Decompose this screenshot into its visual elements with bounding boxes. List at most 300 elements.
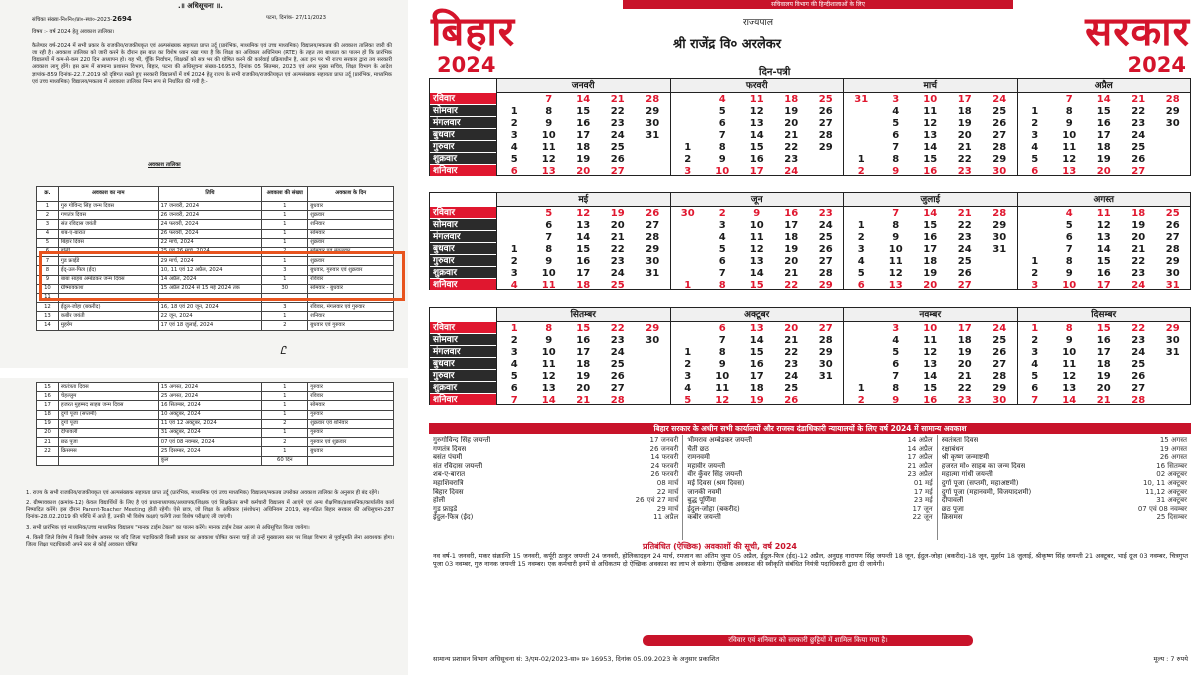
date-cell: 6 — [510, 382, 518, 394]
holiday-date: 10, 11 अक्टूबर — [1142, 478, 1187, 487]
date-row — [844, 370, 1017, 382]
table-cell: 4 — [37, 229, 59, 238]
date-cell: 15 — [749, 279, 764, 291]
date-row — [497, 255, 670, 267]
subject-line: विषय :- वर्ष 2024 हेतु अवकाश तालिका। — [32, 29, 115, 35]
date-cell: 27 — [818, 322, 833, 334]
date-cell: 15 — [1096, 255, 1111, 267]
date-cell: 10 — [541, 129, 556, 141]
table-cell — [37, 456, 59, 465]
holiday-date: 22 जून — [912, 513, 933, 522]
title-sarkar: सरकार — [1085, 8, 1190, 55]
weekday-label: शनिवार — [430, 394, 496, 406]
date-row — [671, 93, 844, 105]
table-cell: गुरुवार एवं शुक्रवार — [308, 438, 394, 447]
date-row — [844, 358, 1017, 370]
holiday-date: 22 मार्च — [656, 487, 679, 496]
holiday-name: कबीर जयन्ती — [687, 513, 721, 522]
date-cell: 12 — [923, 346, 938, 358]
weekday-label: गुरुवार — [430, 370, 496, 382]
weekday-column — [430, 193, 496, 289]
date-cell: 12 — [541, 153, 556, 165]
date-cell: 26 — [645, 207, 660, 219]
date-cell: 29 — [992, 153, 1007, 165]
date-cell: 16 — [749, 358, 764, 370]
date-cell: 23 — [1131, 117, 1146, 129]
date-cell: 28 — [1165, 93, 1180, 105]
holiday-row — [942, 488, 1187, 497]
date-cell: 14 — [923, 370, 938, 382]
date-cell: 8 — [545, 322, 553, 334]
table-cell: 15 अगस्त, 2024 — [158, 383, 262, 392]
date-cell: 19 — [784, 105, 799, 117]
table-cell: 31 अक्टूबर, 2024 — [158, 428, 262, 437]
date-row — [844, 207, 1017, 219]
date-row — [671, 279, 844, 291]
date-cell: 16 — [923, 231, 938, 243]
price: मूल्य : 7 रुपये — [1153, 655, 1188, 663]
holiday-column — [683, 435, 937, 540]
date-cell: 14 — [923, 141, 938, 153]
date-cell: 5 — [718, 105, 726, 117]
table-row — [37, 410, 394, 419]
table-cell: 16, 18 एवं 20 जून, 2024 — [158, 303, 262, 312]
holiday-date: 11,12 अक्टूबर — [1145, 487, 1187, 496]
date-cell: 3 — [892, 93, 900, 105]
date-cell: 9 — [1065, 267, 1073, 279]
date-cell: 20 — [784, 117, 799, 129]
date-cell: 6 — [545, 219, 553, 231]
governor-label: राज्यपाल — [743, 18, 773, 28]
date-cell: 22 — [610, 105, 625, 117]
date-cell: 2 — [857, 165, 865, 177]
holiday-row — [942, 470, 1187, 479]
holiday-column — [429, 435, 683, 540]
year-right: 2024 — [1127, 53, 1186, 77]
table-cell: मुहर्रम — [58, 321, 158, 330]
date-grid — [844, 322, 1017, 404]
table-cell — [58, 456, 158, 465]
holiday-date: 08 मार्च — [656, 478, 679, 487]
table-row — [37, 447, 394, 456]
month-name: जून — [671, 193, 844, 207]
date-cell: 10 — [923, 322, 938, 334]
document-notes — [26, 490, 394, 552]
date-cell: 12 — [888, 267, 903, 279]
month-name: अप्रैल — [1018, 79, 1191, 93]
table-row — [37, 401, 394, 410]
holiday-date: 15 अगस्त — [1159, 436, 1187, 444]
date-cell: 7 — [1065, 93, 1073, 105]
date-cell: 4 — [684, 382, 692, 394]
date-cell: 30 — [992, 394, 1007, 406]
date-cell: 28 — [645, 231, 660, 243]
months-row — [496, 193, 1190, 289]
date-cell: 1 — [684, 346, 692, 358]
date-cell: 23 — [957, 231, 972, 243]
date-cell: 7 — [718, 334, 726, 346]
month-block — [496, 308, 670, 404]
date-row — [1018, 207, 1191, 219]
date-row — [497, 243, 670, 255]
date-cell: 30 — [992, 231, 1007, 243]
date-cell: 6 — [1031, 165, 1039, 177]
table-cell: 1 — [262, 220, 308, 229]
date-cell: 13 — [749, 117, 764, 129]
date-cell: 3 — [510, 267, 518, 279]
note-item: 3. सभी प्रारंभिक एवं माध्यमिक/उच्च माध्यमिक विद्यालय "मानक टाईम टेबल" का पालन करेंगे। मानक टाईम टेबल अलग से अधिसूचित किया जायेगा। — [26, 524, 310, 531]
date-cell: 29 — [818, 346, 833, 358]
date-cell: 23 — [957, 394, 972, 406]
date-cell: 14 — [576, 231, 591, 243]
date-cell: 1 — [1031, 322, 1039, 334]
holiday-date: 26 फरवरी — [650, 470, 679, 479]
date-cell: 30 — [680, 207, 695, 219]
table-row — [37, 419, 394, 428]
date-cell: 12 — [1096, 219, 1111, 231]
holiday-name: संत रविदास जयन्ती — [433, 461, 483, 470]
date-cell: 16 — [576, 334, 591, 346]
date-cell: 26 — [818, 105, 833, 117]
table-cell: 22 मार्च, 2024 — [158, 238, 262, 247]
holiday-row — [687, 513, 932, 522]
date-cell: 24 — [992, 322, 1007, 334]
holiday-row — [433, 496, 678, 505]
date-row — [844, 322, 1017, 334]
table-cell: 17 एवं 18 जुलाई, 2024 — [158, 321, 262, 330]
table-cell: शुक्रवार — [308, 257, 394, 266]
table-cell: 1 — [262, 410, 308, 419]
date-cell: 8 — [892, 153, 900, 165]
table-row — [37, 312, 394, 321]
date-cell: 2 — [510, 117, 518, 129]
date-cell: 13 — [749, 322, 764, 334]
month-name: मई — [497, 193, 670, 207]
date-cell: 11 — [923, 334, 938, 346]
date-cell: 25 — [784, 382, 799, 394]
table-cell: 60 दिन — [262, 456, 308, 465]
table-cell: 7 — [37, 257, 59, 266]
table-cell: हजरत मुहम्मद साहब जन्म दिवस — [58, 401, 158, 410]
date-cell: 13 — [749, 255, 764, 267]
date-cell: 31 — [1165, 346, 1180, 358]
date-row — [1018, 279, 1191, 291]
date-row — [497, 267, 670, 279]
table-row — [37, 456, 394, 465]
date-cell: 18 — [1096, 358, 1111, 370]
table-cell: 11 — [37, 293, 59, 302]
date-cell: 1 — [510, 322, 518, 334]
date-cell: 10 — [715, 165, 730, 177]
date-cell: 23 — [610, 334, 625, 346]
weekday-label: मंगलवार — [430, 117, 496, 129]
date-cell: 19 — [957, 117, 972, 129]
date-cell: 6 — [857, 279, 865, 291]
holiday-date: 02 अक्टूबर — [1156, 470, 1187, 479]
date-cell: 1 — [684, 141, 692, 153]
date-cell: 16 — [576, 117, 591, 129]
date-row — [1018, 105, 1191, 117]
date-row — [671, 129, 844, 141]
date-row — [1018, 153, 1191, 165]
holiday-date: 16 सितम्बर — [1156, 461, 1187, 470]
holiday-name: जानकी नवमी — [687, 487, 722, 496]
date-cell: 18 — [923, 255, 938, 267]
table-cell: 6 — [37, 247, 59, 256]
title-bihar: बिहार — [431, 8, 516, 55]
date-cell: 10 — [715, 370, 730, 382]
weekday-label: सोमवार — [430, 105, 496, 117]
table-cell: शब-ए-बारात — [58, 229, 158, 238]
holiday-row — [687, 462, 932, 471]
date-row — [1018, 382, 1191, 394]
date-cell: 4 — [1031, 358, 1039, 370]
date-cell: 10 — [923, 93, 938, 105]
table-row — [37, 438, 394, 447]
date-cell: 29 — [645, 243, 660, 255]
date-cell: 13 — [1062, 165, 1077, 177]
table-cell: 1 — [262, 202, 308, 211]
holiday-row — [433, 505, 678, 514]
table-cell: 17 — [37, 401, 59, 410]
date-cell: 19 — [576, 153, 591, 165]
date-row — [844, 105, 1017, 117]
month-block — [843, 79, 1017, 175]
date-cell: 2 — [1031, 334, 1039, 346]
date-cell: 1 — [857, 153, 865, 165]
date-cell: 17 — [576, 346, 591, 358]
date-cell: 27 — [645, 219, 660, 231]
date-cell: 4 — [718, 93, 726, 105]
date-cell: 18 — [1131, 207, 1146, 219]
date-row — [497, 358, 670, 370]
date-cell: 13 — [1096, 231, 1111, 243]
table-cell: 10 अक्टूबर, 2024 — [158, 410, 262, 419]
date-cell: 16 — [923, 394, 938, 406]
date-cell: 16 — [923, 165, 938, 177]
holiday-row — [687, 505, 932, 514]
holiday-name: चैती छठ — [687, 444, 709, 453]
holiday-name: क्रिसमस — [941, 513, 963, 522]
date-cell: 31 — [1165, 279, 1180, 291]
date-row — [1018, 141, 1191, 153]
date-cell: 24 — [610, 267, 625, 279]
month-block — [670, 193, 844, 289]
holiday-name: शब-ए-बारात — [433, 470, 466, 479]
table-cell: 14 अप्रैल, 2024 — [158, 275, 262, 284]
month-band-2 — [429, 192, 1191, 290]
table-row — [37, 211, 394, 220]
holiday-row — [433, 470, 678, 479]
table-cell: सोमवार — [308, 229, 394, 238]
date-cell: 5 — [510, 370, 518, 382]
date-cell: 23 — [818, 207, 833, 219]
date-cell: 11 — [541, 358, 556, 370]
month-band-3 — [429, 307, 1191, 405]
weekday-label: गुरुवार — [430, 141, 496, 153]
holiday-date: 14 अप्रैल — [907, 436, 933, 444]
date-cell: 11 — [541, 141, 556, 153]
date-row — [497, 141, 670, 153]
date-cell: 3 — [510, 346, 518, 358]
date-cell: 17 — [749, 370, 764, 382]
date-cell: 21 — [1096, 394, 1111, 406]
table-cell: दीपावली — [58, 428, 158, 437]
table-row — [37, 428, 394, 437]
date-row — [671, 322, 844, 334]
date-cell: 19 — [1096, 153, 1111, 165]
weekday-label: शुक्रवार — [430, 153, 496, 165]
date-cell: 25 — [992, 334, 1007, 346]
date-cell: 26 — [992, 346, 1007, 358]
date-cell: 12 — [749, 105, 764, 117]
month-block — [1017, 193, 1191, 289]
date-cell: 25 — [1131, 141, 1146, 153]
holiday-date: 29 मार्च — [656, 504, 679, 513]
date-cell: 2 — [510, 334, 518, 346]
date-cell: 12 — [749, 243, 764, 255]
memo-number: 2694 — [112, 15, 132, 23]
date-cell: 19 — [610, 207, 625, 219]
table-cell: 20 — [37, 428, 59, 437]
date-cell: 27 — [992, 358, 1007, 370]
date-cell: 8 — [1065, 322, 1073, 334]
date-cell: 16 — [576, 255, 591, 267]
date-cell: 31 — [992, 243, 1007, 255]
date-cell: 5 — [1065, 219, 1073, 231]
date-cell: 26 — [818, 243, 833, 255]
date-cell: 28 — [992, 207, 1007, 219]
date-cell: 7 — [892, 141, 900, 153]
date-cell: 7 — [545, 231, 553, 243]
weekday-label: शुक्रवार — [430, 267, 496, 279]
holiday-name: रक्षाबंधन — [941, 444, 964, 453]
date-cell: 29 — [992, 382, 1007, 394]
date-cell: 20 — [1096, 382, 1111, 394]
date-cell: 8 — [1065, 105, 1073, 117]
date-row — [844, 267, 1017, 279]
date-cell: 27 — [1131, 165, 1146, 177]
weekday-label: मंगलवार — [430, 346, 496, 358]
date-row — [671, 255, 844, 267]
table-cell: 9 — [37, 275, 59, 284]
date-row — [844, 141, 1017, 153]
date-grid — [497, 322, 670, 404]
date-cell: 9 — [718, 358, 726, 370]
date-cell: 31 — [645, 267, 660, 279]
date-cell: 8 — [718, 141, 726, 153]
date-cell: 2 — [857, 394, 865, 406]
date-cell: 26 — [784, 394, 799, 406]
table-cell: 10 — [37, 284, 59, 293]
table-cell: स्वतंत्रता दिवस — [58, 383, 158, 392]
table-cell: 19 — [37, 419, 59, 428]
holiday-row — [433, 453, 678, 462]
holiday-row — [687, 488, 932, 497]
holiday-row — [433, 445, 678, 454]
date-row — [1018, 117, 1191, 129]
date-cell: 25 — [610, 141, 625, 153]
date-cell: 4 — [718, 231, 726, 243]
date-cell: 6 — [510, 165, 518, 177]
table-row — [37, 220, 394, 229]
date-cell: 31 — [854, 93, 869, 105]
date-grid — [1018, 207, 1191, 289]
date-cell: 19 — [576, 370, 591, 382]
date-cell: 20 — [957, 358, 972, 370]
date-cell: 28 — [1165, 243, 1180, 255]
date-cell: 23 — [957, 165, 972, 177]
date-cell: 15 — [576, 243, 591, 255]
table-cell: 1 — [262, 383, 308, 392]
footer-notice: सामान्य प्रशासन विभाग अधिसूचना सं: 3/एम-02/2023-सा० प्र० 16953, दिनांक 05.09.2023 के अनुसार प्रकाशित — [433, 655, 720, 663]
date-cell: 24 — [992, 93, 1007, 105]
table-cell — [308, 456, 394, 465]
date-cell: 26 — [1131, 370, 1146, 382]
holiday-name: महाशिवरात्रि — [433, 478, 464, 487]
date-grid — [844, 207, 1017, 289]
year-left: 2024 — [437, 53, 496, 77]
date-cell: 21 — [957, 207, 972, 219]
date-cell: 12 — [1062, 370, 1077, 382]
date-cell: 24 — [957, 243, 972, 255]
weekday-label: शुक्रवार — [430, 382, 496, 394]
date-cell: 15 — [923, 382, 938, 394]
holiday-name: गुरुगोविन्द सिंह जयन्ती — [433, 436, 491, 444]
date-cell: 21 — [610, 93, 625, 105]
date-cell: 2 — [718, 207, 726, 219]
date-row — [671, 267, 844, 279]
date-cell: 4 — [510, 279, 518, 291]
table-cell: 17 जनवरी, 2024 — [158, 202, 262, 211]
holiday-name: वीर कुँवर सिंह जयन्ती — [687, 470, 743, 479]
holiday-name: होली — [433, 496, 446, 505]
holiday-date: 07 एवं 08 नवम्बर — [1137, 504, 1187, 513]
table-cell: 1 — [262, 447, 308, 456]
table-cell: सोमवार — [308, 401, 394, 410]
date-cell: 1 — [857, 382, 865, 394]
date-cell: 2 — [684, 153, 692, 165]
date-cell: 8 — [545, 243, 553, 255]
month-name: अगस्त — [1018, 193, 1191, 207]
table-cell: 25 अगस्त, 2024 — [158, 392, 262, 401]
date-row — [844, 346, 1017, 358]
date-cell: 30 — [645, 334, 660, 346]
table-cell: 1 — [262, 428, 308, 437]
holiday-date: 21 अप्रैल — [907, 461, 933, 470]
weekday-spacer — [430, 79, 496, 93]
date-cell: 10 — [749, 219, 764, 231]
date-cell: 23 — [784, 358, 799, 370]
date-cell: 11 — [1062, 141, 1077, 153]
date-row — [1018, 370, 1191, 382]
table-cell: गणतंत्र दिवस — [58, 211, 158, 220]
weekday-column — [430, 79, 496, 175]
holiday-row — [942, 513, 1187, 522]
date-cell: 9 — [545, 117, 553, 129]
date-row — [671, 394, 844, 406]
holiday-name: रामनवमी — [687, 453, 710, 462]
date-grid — [671, 93, 844, 175]
date-cell: 19 — [1131, 219, 1146, 231]
date-cell: 30 — [645, 255, 660, 267]
date-cell: 1 — [510, 105, 518, 117]
date-cell: 28 — [645, 93, 660, 105]
date-cell: 23 — [610, 117, 625, 129]
holiday-name: दुर्गा पूजा (सप्तमी, महाअष्टमी) — [941, 478, 1019, 487]
date-cell: 31 — [818, 370, 833, 382]
weekday-label: रविवार — [430, 93, 496, 105]
